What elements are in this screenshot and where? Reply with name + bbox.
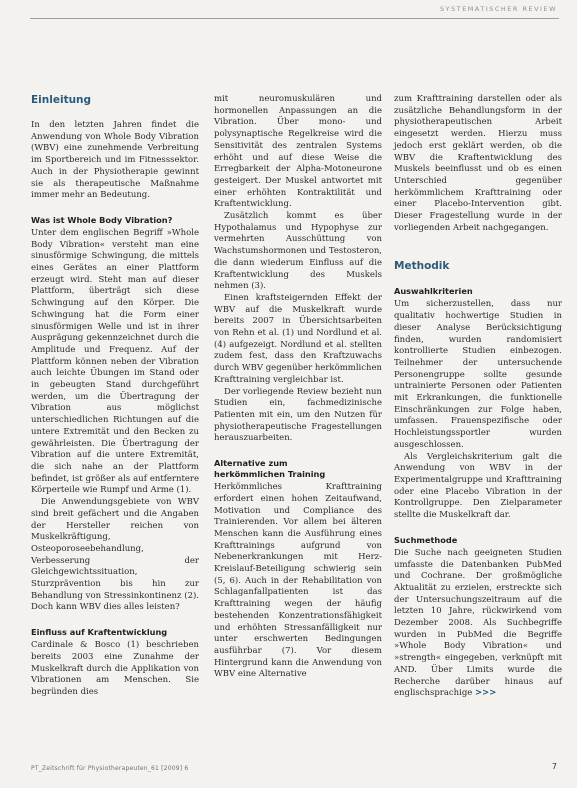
subheading-was-ist-wbv: Was ist Whole Body Vibration? (31, 214, 173, 225)
paragraph: Zusätzlich kommt es über Hypothalamus und Hypophyse zur vermehrten Ausschüttung von Wachstumshormonen und Testosteron, die dann wiederum Einfluss auf die Kraftentwicklung des Muskels nehmen (3). (214, 211, 382, 292)
header-rule (30, 18, 559, 19)
paragraph: zum Krafttraining darstellen oder als zusätzliche Behandlungsform in der physiotherapeutischen Arbeit eingesetzt werden. Hierzu muss jedoch erst geklärt werden, ob die WBV die Kraftentwicklung des Muskels beeinflusst und ob es einen Unterschied gegenüber herkömmlichem Krafttraining oder einer Placebo-Intervention gibt. Dieser Fragestellung wurde in der vorliegenden Arbeit nachgegangen. (394, 94, 562, 233)
running-head: SYSTEMATISCHER REVIEW (440, 5, 557, 13)
paragraph: Herkömmliches Krafttraining erfordert einen hohen Zeitaufwand, Motivation und Compliance des Trainierenden. Vor allem bei älteren Menschen kann die Ausführung eines Krafttrainings aufgrund von Nebenerkrankungen mit Herz-Kreislauf-Beteiligung schwierig sein (5, 6). Auch in der Rehabilitation von Schlaganfallpatienten ist das Krafttraining wegen der häufig bestehenden Konzentrationsfähigkeit und erhöhten Stressanfälligkeit nur unter erschwerten Bedingungen ausführbar (7). Vor diesem Hintergrund kann die Anwendung von WBV eine Alternative (214, 482, 382, 680)
paragraph: Einen kraftsteigernden Effekt der WBV auf die Muskelkraft wurde bereits 2007 in Übersichtsarbeiten von Rehn et al. (1) und Nordlund et al. (4) aufgezeigt. Nordlund et al. stellten zudem fest, dass den Kraftzuwachs durch WBV gegenüber herkömmlichen Krafttraining vergleichbar ist. (214, 292, 382, 385)
column-1 (31, 94, 199, 699)
continue-arrow-icon: >>> (475, 688, 497, 699)
paragraph-text: Die Suche nach geeigneten Studien umfasste die Datenbanken PubMed und Cochrane. Der großmögliche Aktualität zu erzielen, erstreckte sich der Untersuchungszeitraum auf die letzten 10 Jahre, rückwirkend vom Dezember 2008. Als Suchbegriffe wurden in PubMed die Begriffe »Whole Body Vibration« und »strength« eingegeben, verknüpft mit AND. Über Limits wurde die Recherche darüber hinaus auf englischsprachige (394, 547, 562, 699)
paragraph: Der vorliegende Review bezieht nun Studien ein, fachmedizinische Patienten mit ein, um den Nutzen für physiotherapeutische Fragestellungen herauszuarbeiten. (214, 386, 382, 444)
subheading-alternative (214, 458, 382, 480)
paragraph: Cardinale & Bosco (1) beschrieben bereits 2003 eine Zunahme der Muskelkraft durch die Applikation von Vibrationen am Menschen. Sie begründen dies (31, 640, 199, 697)
footer-citation: PT_Zeitschrift für Physiotherapeuten_61 [2009] 6 (31, 765, 189, 772)
paragraph: Die Anwendungsgebiete von WBV sind breit gefächert und die Angaben der Hersteller reichen von Muskelkräftigung, Osteoporoseebehandlung, Verbesserung der Gleichgewichtssituation, Sturzprävention bis hin zur Behandlung von Stressinkontinenz (2). Doch kann WBV dies alles leisten? (31, 497, 199, 613)
subheading-line-1: Alternative zum (214, 458, 288, 469)
column-2 (214, 94, 382, 681)
paragraph: Als Vergleichskriterium galt die Anwendung von WBV in der Experimentalgruppe und Krafttraining oder eine Placebo Vibration in der Kontrollgruppe. Den Zielparameter stellte die Muskelkraft dar. (394, 451, 562, 521)
subheading-line-2: herkömmlichen Training (214, 469, 326, 480)
paragraph (394, 548, 562, 700)
paragraph: mit neuromuskulären und hormonellen Anpassungen an die Vibration. Über mono- und polysynaptische Regelkreise wird die Sensitivität des zentralen Systems erhöht und auf diese Weise die Erregbarkeit der Alpha-Motoneurone gesteigert. Der Muskel antwortet mit einer erhöhten Kontraktilität und Kraftentwicklung. (214, 94, 382, 210)
heading-einleitung: Einleitung (31, 94, 92, 106)
paragraph: In den letzten Jahren findet die Anwendung von Whole Body Vibration (WBV) eine zunehmende Verbreitung im Sportbereich und im Fitnesssektor. Auch in der Physiotherapie gewinnt sie als therapeutische Maßnahme immer mehr an Bedeutung. (31, 120, 199, 201)
column-3 (394, 94, 562, 700)
paragraph: Unter dem englischen Begriff »Whole Body Vibration« versteht man eine sinusförmige Schwingung, die mittels eines Gerätes an einer Plattform erzeugt wird. Steht man auf dieser Plattform, überträgt sich diese Schwingung auf den Körper. Die Schwingung hat die Form einer sinusförmigen Welle und ist in ihrer Ausprägung gekennzeichnet durch die Amplitude und Frequenz. Auf der Plattform können neben der Vibration auch leichte Übungen im Stand oder in gebeugten Stand durchgeführt werden, um die Übertragung der Vibration aus möglichst unterschiedlichen Richtungen auf die untere Extremität und den Becken zu gewährleisten. Die Übertragung der Vibration auf die untere Extremität, die sich nahe an der Plattform befindet, ist größer als auf entferntere Körperteile wie Rumpf und Arme (1). (31, 227, 199, 496)
heading-methodik: Methodik (394, 260, 450, 273)
subheading-suchmethode: Suchmethode (394, 534, 458, 545)
page-number: 7 (551, 762, 557, 771)
subheading-einfluss-kraft: Einfluss auf Kraftentwicklung (31, 627, 168, 638)
paragraph: Um sicherzustellen, dass nur qualitativ hochwertige Studien in dieser Analyse Berücksichtigung finden, wurden randomisiert kontrollierte Studien einbezogen. Teilnehmer der untersuchende Personengruppe sollte gesunde untrainierte Personen oder Patienten mit Erkrankungen, die funktionelle Einschränkungen zur Folge haben, umfassen. Frauenspezifische oder Hochleistungssportler wurden ausgeschlossen. (394, 299, 562, 450)
subheading-auswahlkriterien: Auswahlkriterien (394, 286, 473, 297)
